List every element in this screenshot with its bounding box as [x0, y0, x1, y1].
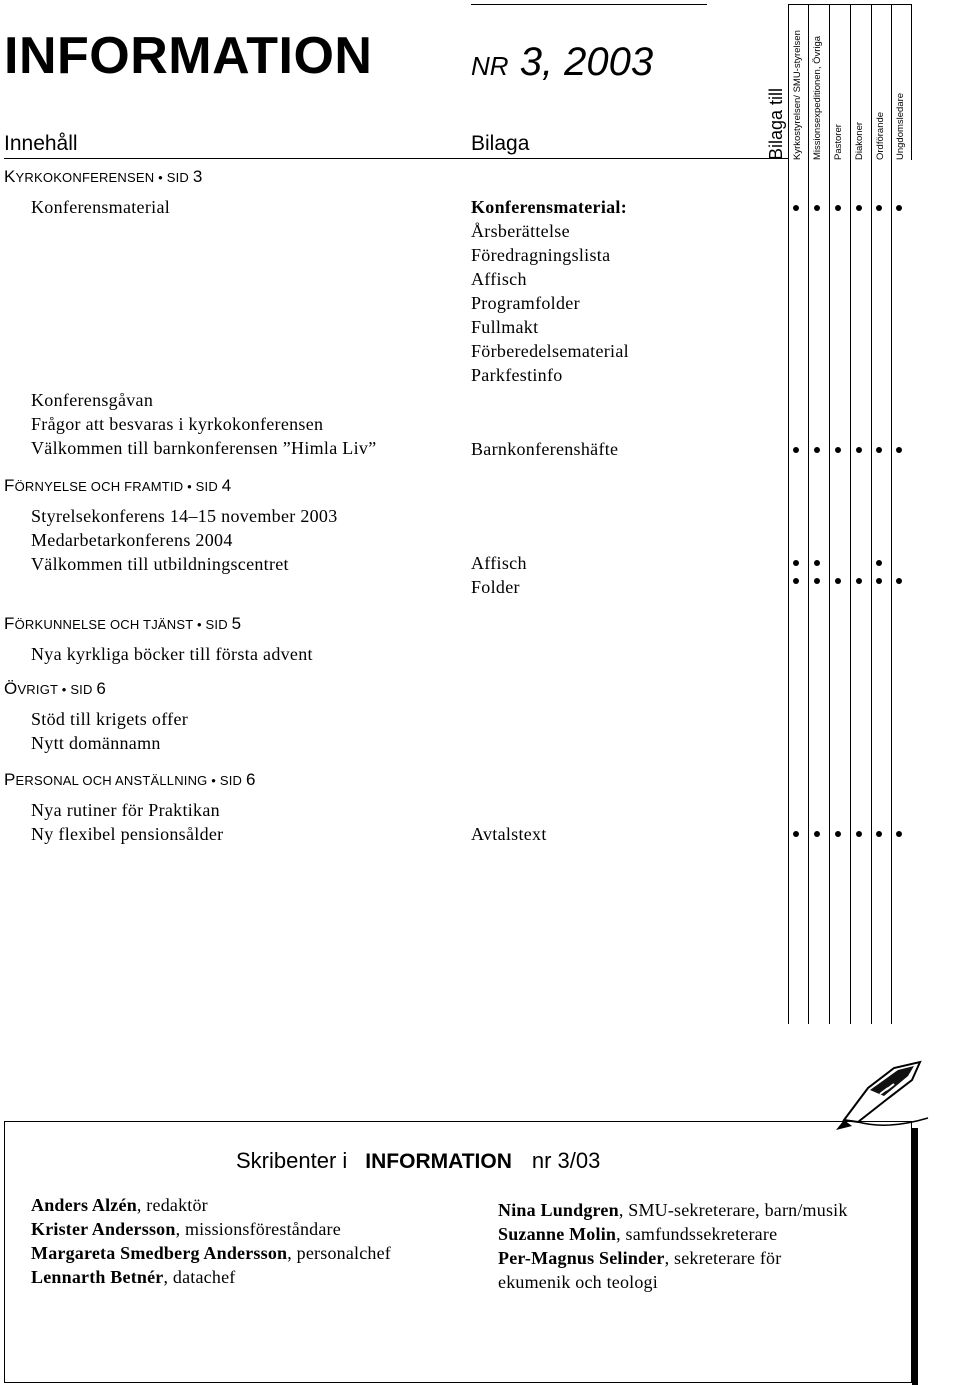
distribution-dot: [793, 447, 799, 453]
issue-value: 3, 2003: [519, 40, 654, 84]
distribution-dot: [835, 831, 841, 837]
issue-prefix: NR: [471, 51, 509, 81]
writer-name: Lennarth Betnér: [31, 1267, 164, 1287]
distribution-dot: [835, 205, 841, 211]
attachment-list-item: Affisch: [471, 269, 527, 289]
distribution-dot: [814, 831, 820, 837]
attachment-folder: Folder: [471, 577, 520, 597]
writers-left-column: [31, 1195, 391, 1291]
attachment-avtalstext: Avtalstext: [471, 824, 547, 844]
recipient-divider: [871, 4, 872, 1024]
section-sid: SID: [166, 170, 190, 185]
distribution-dot: [793, 205, 799, 211]
writers-heading-pre: Skribenter i: [236, 1148, 348, 1173]
writer-role: , personalchef: [287, 1243, 392, 1263]
recipient-label: Kyrkostyrelsen/ SMU-styrelsen: [792, 30, 803, 160]
section-name: VRIGT: [17, 682, 58, 697]
section-sid: SID: [70, 682, 93, 697]
section-item: Styrelsekonferens 14–15 november 2003: [31, 506, 338, 526]
section-initial: F: [4, 476, 15, 495]
section-name: ERSONAL OCH ANSTÄLLNING: [15, 773, 208, 788]
distribution-dot: [814, 560, 820, 566]
section-initial: P: [4, 770, 16, 789]
attachment-affisch: Affisch: [471, 553, 527, 573]
page-title: INFORMATION: [4, 27, 373, 85]
top-rule: [471, 4, 707, 5]
writer-entry: [498, 1272, 848, 1296]
section-name: ÖRNYELSE OCH FRAMTID: [14, 479, 184, 494]
attachment-konferensmaterial-heading: Konferensmaterial:: [471, 197, 628, 217]
section-item: Frågor att besvaras i kyrkokonferensen: [31, 414, 324, 434]
section-page: 6: [245, 770, 256, 789]
writers-right-column: [498, 1200, 848, 1296]
section-heading: PERSONAL OCH ANSTÄLLNING • SID 6: [4, 770, 256, 789]
distribution-label: Bilaga till: [766, 87, 786, 160]
writer-entry: [498, 1224, 848, 1248]
section-item: Konferensgåvan: [31, 390, 154, 410]
recipient-divider: [891, 4, 892, 1024]
writer-role: , redaktör: [136, 1195, 208, 1215]
distribution-dot: [896, 205, 902, 211]
writer-role: , datachef: [163, 1267, 236, 1287]
section-name: YRKOKONFERENSEN: [15, 170, 155, 185]
recipient-label: Missionsexpeditionen, Övriga: [812, 35, 823, 160]
writers-heading-brand: INFORMATION: [365, 1150, 512, 1173]
distribution-dot: [793, 831, 799, 837]
attachment-list-item: Fullmakt: [471, 317, 539, 337]
section-item: Nytt domännamn: [31, 733, 161, 753]
section-page: 3: [192, 167, 203, 186]
distribution-dot: [814, 578, 820, 584]
writer-name: Per-Magnus Selinder: [498, 1248, 665, 1268]
distribution-dot: [793, 560, 799, 566]
writers-heading-post: nr 3/03: [531, 1148, 601, 1173]
writer-role: , sekreterare för: [664, 1248, 782, 1268]
distribution-dot: [876, 831, 882, 837]
distribution-dot: [793, 578, 799, 584]
writer-name: Suzanne Molin: [498, 1224, 617, 1244]
section-item: Stöd till krigets offer: [31, 709, 189, 729]
writer-entry: [498, 1248, 848, 1272]
recipient-label: Ungdomsledare: [895, 92, 906, 160]
section-sid: SID: [195, 479, 218, 494]
attachment-heading: Bilaga: [471, 132, 530, 155]
section-item: Välkommen till utbildningscentret: [31, 554, 289, 574]
attachment-list-item: Årsberättelse: [471, 221, 570, 241]
distribution-dot: [835, 578, 841, 584]
contents-heading: Innehåll: [4, 132, 78, 155]
section-page: 6: [96, 679, 107, 698]
section-page: 5: [231, 614, 242, 633]
recipient-label: Ordförande: [875, 111, 886, 160]
distribution-dot: [856, 205, 862, 211]
distribution-dot: [835, 447, 841, 453]
distribution-dot: [814, 205, 820, 211]
section-sid: SID: [205, 617, 228, 632]
section-item: Medarbetarkonferens 2004: [31, 530, 233, 550]
recipient-divider: [808, 4, 809, 1024]
recipient-divider: [850, 4, 851, 1024]
writer-entry: [498, 1200, 848, 1224]
section-name: ÖRKUNNELSE OCH TJÄNST: [14, 617, 194, 632]
writers-heading: [236, 1148, 600, 1174]
dist-border-left: [788, 4, 789, 1024]
writer-entry: [31, 1219, 391, 1243]
issue-number: [471, 40, 653, 85]
distribution-dot: [856, 447, 862, 453]
writer-name: Anders Alzén: [31, 1195, 137, 1215]
writer-entry: [31, 1243, 391, 1267]
dist-border-right: [911, 4, 912, 160]
attachment-list-item: Föredragningslista: [471, 245, 611, 265]
writer-name: Margareta Smedberg Andersson: [31, 1243, 288, 1263]
writer-entry: [31, 1195, 391, 1219]
attachment-barnkonferenshafte: Barnkonferenshäfte: [471, 439, 619, 459]
writer-role: , SMU-sekreterare, barn/musik: [618, 1200, 848, 1220]
section-item: Nya rutiner för Praktikan: [31, 800, 220, 820]
recipient-label: Diakoner: [854, 121, 865, 160]
box-shadow: [912, 1128, 918, 1385]
section-sid: SID: [219, 773, 243, 788]
writer-role: , missionsföreståndare: [175, 1219, 341, 1239]
section-heading: FÖRNYELSE OCH FRAMTID • SID 4: [4, 476, 232, 495]
section-item: Ny flexibel pensionsålder: [31, 824, 224, 844]
writer-name: Krister Andersson: [31, 1219, 176, 1239]
distribution-dot: [896, 578, 902, 584]
writer-name: Nina Lundgren: [498, 1200, 619, 1220]
section-item: Konferensmaterial: [31, 197, 171, 217]
writer-role: ekumenik och teologi: [498, 1272, 658, 1292]
writer-role: , samfundssekreterare: [616, 1224, 778, 1244]
distribution-dot: [856, 578, 862, 584]
attachment-list-item: Förberedelsematerial: [471, 341, 629, 361]
section-item: Välkommen till barnkonferensen ”Himla Liv”: [31, 438, 377, 458]
distribution-dot: [896, 831, 902, 837]
distribution-dot: [856, 831, 862, 837]
distribution-dot: [814, 447, 820, 453]
attachment-list-item: Programfolder: [471, 293, 580, 313]
section-initial: K: [4, 167, 16, 186]
header-rule: [4, 158, 788, 159]
section-item: Nya kyrkliga böcker till första advent: [31, 644, 313, 664]
section-page: 4: [221, 476, 232, 495]
section-heading: FÖRKUNNELSE OCH TJÄNST • SID 5: [4, 614, 242, 633]
attachment-list-item: Parkfestinfo: [471, 365, 563, 385]
distribution-dot: [876, 578, 882, 584]
section-initial: Ö: [4, 679, 18, 698]
writer-entry: [31, 1267, 391, 1291]
distribution-dot: [876, 205, 882, 211]
recipient-divider: [829, 4, 830, 1024]
distribution-dot: [876, 447, 882, 453]
distribution-dot: [896, 447, 902, 453]
section-heading: KYRKOKONFERENSEN • SID 3: [4, 167, 203, 186]
section-initial: F: [4, 614, 15, 633]
section-heading: ÖVRIGT • SID 6: [4, 679, 107, 698]
recipient-label: Pastorer: [833, 124, 844, 160]
distribution-dot: [876, 560, 882, 566]
